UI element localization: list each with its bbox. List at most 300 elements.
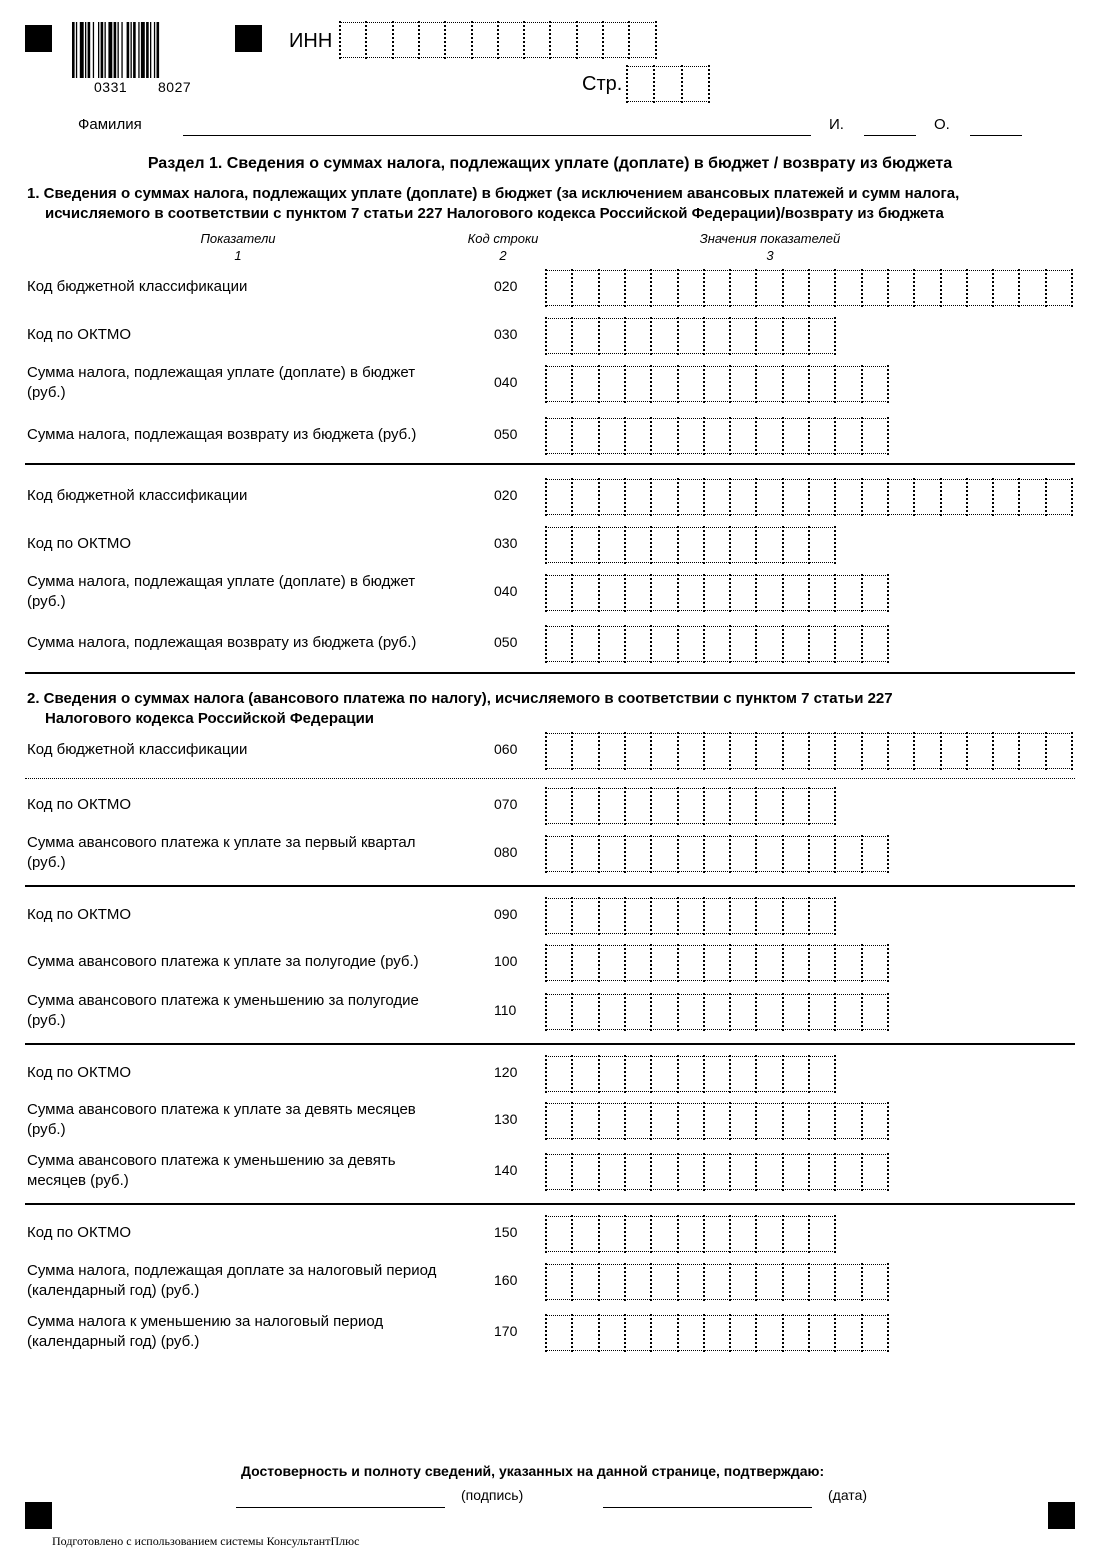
- cell-divider: [782, 993, 784, 1031]
- cell-divider: [650, 417, 652, 455]
- row-label-line1: Сумма налога, подлежащая возврату из бюджета (руб.): [27, 634, 417, 651]
- row-code: 020: [494, 278, 518, 294]
- row-value-field[interactable]: [546, 318, 835, 354]
- cell-divider: [681, 65, 683, 103]
- row-code: 020: [494, 487, 518, 503]
- row-value-field[interactable]: [546, 1315, 888, 1351]
- column-header-indicators-text: Показатели: [200, 231, 276, 246]
- row-code: 050: [494, 426, 518, 442]
- cell-divider: [808, 574, 810, 612]
- cell-divider: [545, 317, 547, 355]
- cell-divider: [650, 269, 652, 307]
- cell-divider: [571, 1055, 573, 1093]
- row-value-field[interactable]: [546, 836, 888, 872]
- cell-divider: [626, 65, 628, 103]
- cell-divider: [677, 478, 679, 516]
- cell-divider: [782, 787, 784, 825]
- cell-divider: [703, 1055, 705, 1093]
- row-value-field[interactable]: [546, 626, 888, 662]
- cell-divider: [598, 478, 600, 516]
- cell-divider: [861, 732, 863, 770]
- cell-divider: [650, 625, 652, 663]
- cell-divider: [624, 1215, 626, 1253]
- cell-divider: [703, 269, 705, 307]
- cell-divider: [545, 417, 547, 455]
- cell-divider: [545, 365, 547, 403]
- cell-divider: [729, 1263, 731, 1301]
- cell-divider: [571, 417, 573, 455]
- barcode-bar: [146, 22, 149, 78]
- cell-divider: [834, 897, 836, 935]
- cell-divider: [703, 1153, 705, 1191]
- cell-divider: [940, 732, 942, 770]
- cell-divider: [545, 1263, 547, 1301]
- cell-divider: [808, 269, 810, 307]
- initial-o-label: О.: [934, 116, 950, 133]
- cell-divider: [887, 1153, 889, 1191]
- cell-divider: [628, 21, 630, 59]
- cell-divider: [650, 835, 652, 873]
- cell-divider: [861, 574, 863, 612]
- row-value-field[interactable]: [546, 270, 1072, 306]
- cell-divider: [624, 478, 626, 516]
- cell-divider: [729, 526, 731, 564]
- barcode-bar: [150, 22, 151, 78]
- row-label-line1: Код по ОКТМО: [27, 1224, 132, 1241]
- row-label-line2: (календарный год) (руб.): [27, 1282, 200, 1299]
- cell-divider: [1045, 732, 1047, 770]
- cell-divider: [624, 732, 626, 770]
- barcode-bar: [72, 22, 75, 78]
- cell-divider: [729, 944, 731, 982]
- cell-divider: [782, 269, 784, 307]
- cell-divider: [729, 478, 731, 516]
- initial-i-field[interactable]: [864, 135, 916, 136]
- cell-divider: [782, 1263, 784, 1301]
- row-label: [27, 1063, 131, 1083]
- cell-divider: [598, 993, 600, 1031]
- row-value-field[interactable]: [546, 575, 888, 611]
- row-value-field[interactable]: [546, 1154, 888, 1190]
- row-label-line1: Код по ОКТМО: [27, 906, 132, 923]
- cell-divider: [729, 1102, 731, 1140]
- row-value-field[interactable]: [546, 733, 1072, 769]
- cell-divider: [966, 478, 968, 516]
- cell-divider: [755, 1102, 757, 1140]
- row-value-field[interactable]: [546, 1056, 835, 1092]
- cell-divider: [782, 417, 784, 455]
- page-label: Стр.: [582, 73, 623, 95]
- cell-divider: [624, 365, 626, 403]
- row-label: [27, 633, 416, 653]
- cell-divider: [834, 317, 836, 355]
- cell-divider: [782, 732, 784, 770]
- row-code: 080: [494, 844, 518, 860]
- cell-divider: [887, 269, 889, 307]
- section2-heading-line1: 2. Сведения о суммах налога (авансового платежа по налогу), исчисляемого в соответствии с пунктом 7 статьи 227: [27, 690, 893, 707]
- barcode-bar: [154, 22, 155, 78]
- cell-divider: [571, 1102, 573, 1140]
- cell-divider: [834, 478, 836, 516]
- cell-divider: [677, 317, 679, 355]
- cell-divider: [808, 1153, 810, 1191]
- cell-divider: [834, 732, 836, 770]
- cell-divider: [598, 1215, 600, 1253]
- cell-divider: [545, 732, 547, 770]
- barcode-bar: [127, 22, 130, 78]
- row-label-line1: Код бюджетной классификации: [27, 741, 248, 758]
- row-label: [27, 1312, 383, 1352]
- cell-divider: [598, 625, 600, 663]
- cell-divider: [576, 21, 578, 59]
- cell-divider: [545, 574, 547, 612]
- row-code: 110: [494, 1002, 517, 1018]
- cell-divider: [887, 478, 889, 516]
- prepared-with-note: Подготовлено с использованием системы КонсультантПлюс: [52, 1534, 360, 1548]
- surname-label: Фамилия: [78, 116, 142, 133]
- cell-divider: [598, 897, 600, 935]
- cell-divider: [703, 317, 705, 355]
- cell-divider: [598, 365, 600, 403]
- cell-divider: [808, 787, 810, 825]
- cell-divider: [444, 21, 446, 59]
- cell-divider: [755, 574, 757, 612]
- barcode-bar: [118, 22, 119, 78]
- page-number-field[interactable]: [627, 66, 709, 102]
- cell-divider: [650, 478, 652, 516]
- cell-divider: [755, 625, 757, 663]
- cell-divider: [598, 1102, 600, 1140]
- cell-divider: [545, 1314, 547, 1352]
- cell-divider: [887, 574, 889, 612]
- cell-divider: [861, 1314, 863, 1352]
- cell-divider: [834, 993, 836, 1031]
- cell-divider: [913, 269, 915, 307]
- cell-divider: [598, 944, 600, 982]
- row-value-field[interactable]: [546, 945, 888, 981]
- cell-divider: [834, 625, 836, 663]
- cell-divider: [418, 21, 420, 59]
- cell-divider: [571, 1153, 573, 1191]
- cell-divider: [887, 1314, 889, 1352]
- barcode-bar: [76, 22, 77, 78]
- cell-divider: [650, 944, 652, 982]
- row-label: [27, 572, 415, 612]
- cell-divider: [808, 1215, 810, 1253]
- corner-marker-top-right: [235, 25, 262, 52]
- cell-divider: [755, 1055, 757, 1093]
- barcode-bar: [105, 22, 106, 78]
- cell-divider: [808, 897, 810, 935]
- row-value-field[interactable]: [546, 1103, 888, 1139]
- cell-divider: [677, 365, 679, 403]
- cell-divider: [808, 417, 810, 455]
- row-label-line1: Код по ОКТМО: [27, 796, 132, 813]
- cell-divider: [571, 944, 573, 982]
- row-label-line2: (календарный год) (руб.): [27, 1333, 200, 1350]
- cell-divider: [729, 897, 731, 935]
- cell-divider: [782, 835, 784, 873]
- cell-divider: [703, 1314, 705, 1352]
- cell-divider: [782, 1215, 784, 1253]
- row-label: [27, 1261, 436, 1301]
- row-label-line1: Сумма налога, подлежащая возврату из бюджета (руб.): [27, 426, 417, 443]
- initial-o-field[interactable]: [970, 135, 1022, 136]
- cell-divider: [571, 317, 573, 355]
- cell-divider: [571, 787, 573, 825]
- cell-divider: [677, 1102, 679, 1140]
- barcode-bar: [85, 22, 86, 78]
- cell-divider: [808, 993, 810, 1031]
- row-label: [27, 905, 131, 925]
- cell-divider: [755, 1153, 757, 1191]
- cell-divider: [571, 732, 573, 770]
- confirmation-text: Достоверность и полноту сведений, указанных на данной странице, подтверждаю:: [241, 1463, 825, 1479]
- row-label: [27, 277, 247, 297]
- cell-divider: [598, 787, 600, 825]
- cell-divider: [729, 365, 731, 403]
- cell-divider: [392, 21, 394, 59]
- cell-divider: [808, 835, 810, 873]
- row-value-field[interactable]: [546, 1264, 888, 1300]
- cell-divider: [755, 478, 757, 516]
- row-label: [27, 1100, 416, 1140]
- cell-divider: [703, 787, 705, 825]
- row-label-line2: месяцев (руб.): [27, 1172, 129, 1189]
- row-value-field[interactable]: [546, 479, 1072, 515]
- block-separator: [25, 463, 1075, 465]
- cell-divider: [729, 1314, 731, 1352]
- cell-divider: [940, 478, 942, 516]
- surname-field[interactable]: [183, 135, 811, 136]
- cell-divider: [782, 574, 784, 612]
- cell-divider: [808, 526, 810, 564]
- signature-field[interactable]: [236, 1507, 445, 1508]
- row-value-field[interactable]: [546, 527, 835, 563]
- cell-divider: [729, 835, 731, 873]
- cell-divider: [703, 625, 705, 663]
- cell-divider: [571, 526, 573, 564]
- cell-divider: [339, 21, 341, 59]
- cell-divider: [755, 526, 757, 564]
- cell-divider: [598, 1263, 600, 1301]
- cell-divider: [755, 317, 757, 355]
- cell-divider: [861, 478, 863, 516]
- cell-divider: [782, 1055, 784, 1093]
- cell-divider: [545, 269, 547, 307]
- cell-divider: [708, 65, 710, 103]
- cell-divider: [549, 21, 551, 59]
- barcode-bar: [138, 22, 139, 78]
- cell-divider: [834, 1102, 836, 1140]
- cell-divider: [1045, 478, 1047, 516]
- cell-divider: [861, 365, 863, 403]
- cell-divider: [729, 269, 731, 307]
- cell-divider: [808, 732, 810, 770]
- inn-field[interactable]: [340, 22, 656, 58]
- cell-divider: [755, 993, 757, 1031]
- cell-divider: [677, 625, 679, 663]
- cell-divider: [861, 835, 863, 873]
- cell-divider: [677, 574, 679, 612]
- cell-divider: [545, 526, 547, 564]
- row-code: 100: [494, 953, 518, 969]
- section1-heading-line1: 1. Сведения о суммах налога, подлежащих уплате (доплате) в бюджет (за исключением авансовых платежей и сумм налога,: [27, 185, 960, 202]
- barcode-bar: [98, 22, 99, 78]
- cell-divider: [677, 944, 679, 982]
- row-label: [27, 486, 247, 506]
- cell-divider: [624, 417, 626, 455]
- row-label-line1: Сумма налога, подлежащая уплате (доплате) в бюджет: [27, 364, 416, 381]
- cell-divider: [598, 269, 600, 307]
- cell-divider: [940, 269, 942, 307]
- cell-divider: [650, 897, 652, 935]
- row-label: [27, 325, 131, 345]
- page-title: Раздел 1. Сведения о суммах налога, подлежащих уплате (доплате) в бюджет / возврату из бюджета: [147, 155, 953, 172]
- cell-divider: [887, 732, 889, 770]
- cell-divider: [834, 787, 836, 825]
- cell-divider: [782, 365, 784, 403]
- cell-divider: [913, 732, 915, 770]
- cell-divider: [834, 574, 836, 612]
- row-value-field[interactable]: [546, 788, 835, 824]
- cell-divider: [1018, 478, 1020, 516]
- cell-divider: [861, 625, 863, 663]
- cell-divider: [808, 944, 810, 982]
- row-label-line2: (руб.): [27, 854, 66, 871]
- cell-divider: [650, 1153, 652, 1191]
- row-code: 040: [494, 583, 518, 599]
- row-code: 030: [494, 535, 518, 551]
- cell-divider: [650, 317, 652, 355]
- row-label: [27, 952, 419, 972]
- cell-divider: [677, 1215, 679, 1253]
- row-label: [27, 1223, 131, 1243]
- cell-divider: [887, 1102, 889, 1140]
- cell-divider: [571, 1263, 573, 1301]
- cell-divider: [545, 1153, 547, 1191]
- corner-marker-top-left: [25, 25, 52, 52]
- cell-divider: [1071, 732, 1073, 770]
- row-code: 060: [494, 741, 518, 757]
- cell-divider: [729, 1153, 731, 1191]
- cell-divider: [703, 1215, 705, 1253]
- row-value-field[interactable]: [546, 1216, 835, 1252]
- cell-divider: [966, 269, 968, 307]
- cell-divider: [624, 574, 626, 612]
- row-label-line1: Сумма авансового платежа к уплате за первый квартал: [27, 834, 416, 851]
- row-label: [27, 991, 419, 1031]
- row-label-line1: Сумма авансового платежа к уменьшению за полугодие: [27, 992, 419, 1009]
- cell-divider: [650, 1102, 652, 1140]
- cell-divider: [677, 1314, 679, 1352]
- cell-divider: [782, 897, 784, 935]
- row-value-field[interactable]: [546, 418, 888, 454]
- cell-divider: [624, 944, 626, 982]
- row-label-line1: Сумма авансового платежа к уплате за полугодие (руб.): [27, 953, 419, 970]
- row-label-line1: Код по ОКТМО: [27, 326, 132, 343]
- barcode-bar: [101, 22, 104, 78]
- cell-divider: [703, 897, 705, 935]
- cell-divider: [992, 269, 994, 307]
- cell-divider: [598, 1314, 600, 1352]
- row-label-line1: Сумма авансового платежа к уменьшению за девять: [27, 1152, 396, 1169]
- row-label: [27, 363, 415, 403]
- row-code: 130: [494, 1111, 518, 1127]
- cell-divider: [497, 21, 499, 59]
- barcode-bar: [133, 22, 136, 78]
- cell-divider: [834, 269, 836, 307]
- row-label-line2: (руб.): [27, 384, 66, 401]
- cell-divider: [782, 944, 784, 982]
- cell-divider: [729, 732, 731, 770]
- cell-divider: [808, 1055, 810, 1093]
- cell-divider: [624, 269, 626, 307]
- row-label-line2: (руб.): [27, 1121, 66, 1138]
- column-header-values-text: Значения показателей: [699, 231, 841, 246]
- cell-divider: [571, 993, 573, 1031]
- cell-divider: [861, 944, 863, 982]
- cell-divider: [703, 835, 705, 873]
- cell-divider: [703, 574, 705, 612]
- cell-divider: [834, 1263, 836, 1301]
- block-separator-dotted: [25, 778, 1075, 779]
- cell-divider: [966, 732, 968, 770]
- cell-divider: [571, 478, 573, 516]
- cell-divider: [653, 65, 655, 103]
- cell-divider: [887, 365, 889, 403]
- cell-divider: [624, 526, 626, 564]
- cell-divider: [598, 1153, 600, 1191]
- date-field[interactable]: [603, 1507, 812, 1508]
- row-value-field[interactable]: [546, 898, 835, 934]
- row-value-field[interactable]: [546, 994, 888, 1030]
- cell-divider: [650, 365, 652, 403]
- cell-divider: [755, 732, 757, 770]
- row-label: [27, 534, 131, 554]
- cell-divider: [834, 835, 836, 873]
- cell-divider: [545, 787, 547, 825]
- cell-divider: [545, 944, 547, 982]
- cell-divider: [650, 526, 652, 564]
- barcode-bar: [80, 22, 84, 78]
- cell-divider: [755, 787, 757, 825]
- row-label-line1: Код бюджетной классификации: [27, 487, 248, 504]
- row-code: 030: [494, 326, 518, 342]
- block-separator: [25, 885, 1075, 887]
- cell-divider: [703, 526, 705, 564]
- cell-divider: [729, 417, 731, 455]
- cell-divider: [677, 526, 679, 564]
- cell-divider: [624, 1263, 626, 1301]
- row-label-line1: Код бюджетной классификации: [27, 278, 248, 295]
- cell-divider: [624, 317, 626, 355]
- row-value-field[interactable]: [546, 366, 888, 402]
- cell-divider: [545, 897, 547, 935]
- cell-divider: [624, 625, 626, 663]
- cell-divider: [571, 365, 573, 403]
- cell-divider: [703, 1263, 705, 1301]
- cell-divider: [782, 1314, 784, 1352]
- cell-divider: [571, 1215, 573, 1253]
- barcode-digits-left: 0331: [94, 79, 128, 95]
- cell-divider: [808, 365, 810, 403]
- cell-divider: [755, 1314, 757, 1352]
- cell-divider: [677, 787, 679, 825]
- barcode-bar: [141, 22, 145, 78]
- row-label: [27, 833, 416, 873]
- cell-divider: [624, 1102, 626, 1140]
